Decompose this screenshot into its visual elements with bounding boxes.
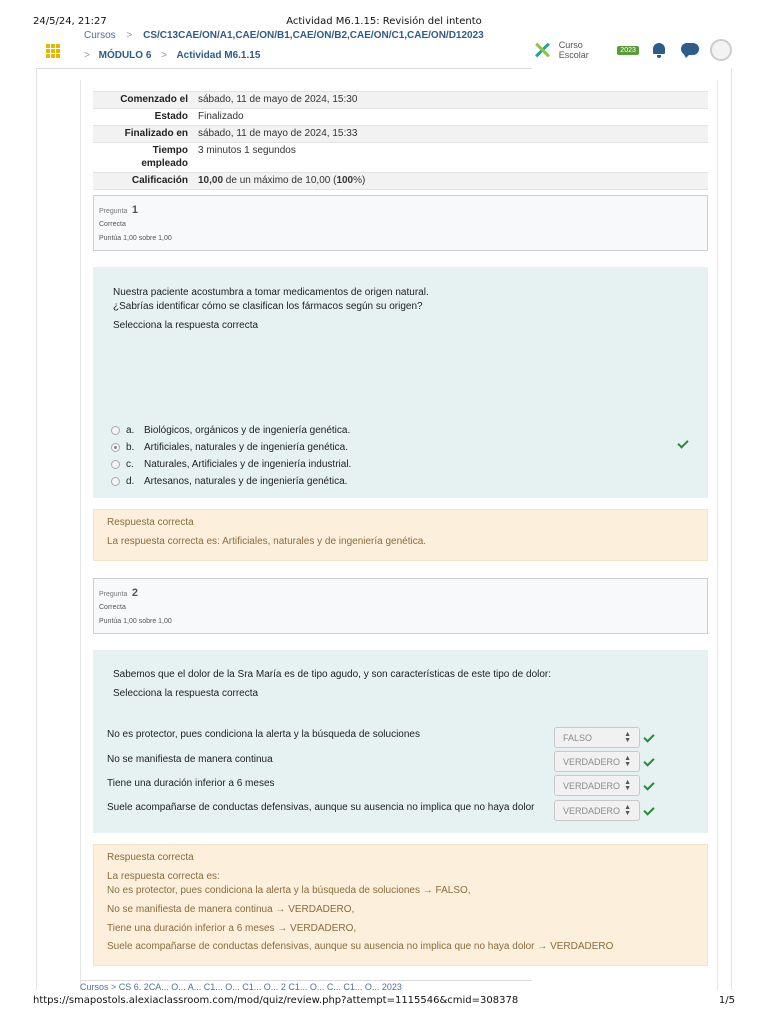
breadcrumb-cursos[interactable]: Cursos (84, 30, 116, 41)
answer-option-b[interactable] (111, 440, 348, 454)
navbar-right (533, 38, 732, 62)
option-letter: a. (126, 424, 135, 436)
apps-grid-icon[interactable] (46, 44, 60, 58)
question-2-formulation (93, 650, 708, 833)
option-letter: b. (126, 441, 135, 453)
summary-row (93, 92, 708, 109)
feedback-intro: La respuesta correcta es: (107, 871, 220, 882)
grade-middle: de un máximo de 10,00 ( (223, 175, 337, 186)
answer-select[interactable] (554, 751, 640, 772)
answer-select[interactable] (554, 800, 640, 821)
grade-value: 10,00 (198, 175, 224, 186)
feedback-line: Tiene una duración inferior a 6 meses → VERDADERO, (107, 923, 357, 934)
feedback-line: No se manifiesta de manera continua → VERDADERO, (107, 904, 355, 915)
question-2-feedback (93, 844, 708, 966)
option-text: Artificiales, naturales y de ingeniería genética. (144, 441, 349, 453)
select-value: VERDADERO (563, 781, 621, 791)
check-icon (677, 437, 688, 448)
radio-button[interactable] (111, 477, 120, 486)
select-arrows-icon: ▲ ▼ (624, 731, 631, 744)
summary-value: Finalizado (193, 109, 708, 126)
radio-button[interactable] (111, 426, 120, 435)
bottom-navbar-divider (80, 980, 532, 981)
print-title: Actividad M6.1.15: Revisión del intento (286, 16, 482, 27)
question-number: 1 (131, 204, 138, 216)
feedback-title: Respuesta correcta (107, 852, 194, 863)
option-text: Naturales, Artificiales y de ingeniería industrial. (144, 458, 352, 470)
select-arrows-icon: ▲ ▼ (624, 779, 631, 792)
radio-button[interactable] (111, 460, 120, 469)
summary-label: Calificación (93, 173, 193, 190)
statement-row: No es protector, pues condiciona la alerta y la búsqueda de soluciones (107, 729, 420, 740)
course-year-label[interactable]: Curso Escolar (558, 40, 589, 60)
question-state: Correcta (99, 604, 126, 611)
summary-row (93, 173, 708, 190)
statement-row: No se manifiesta de manera continua (107, 754, 273, 765)
print-footer (0, 995, 768, 1009)
question-1-info (93, 195, 708, 251)
question-prompt: Selecciona la respuesta correcta (113, 320, 259, 331)
check-icon (643, 779, 654, 790)
bottom-breadcrumb: Cursos > CS 6. 2CA... O... A... C1... O... C1... O... 2 C1... O... C... C1... O... 2023 (80, 982, 402, 992)
question-1-formulation (93, 267, 708, 498)
chevron-right-icon: > (126, 30, 133, 41)
answer-select[interactable] (554, 727, 640, 748)
chevron-right-icon: > (161, 50, 168, 61)
summary-label-line2: empleado (141, 158, 188, 169)
bell-icon[interactable] (651, 41, 667, 59)
brand-logo-icon[interactable] (533, 41, 551, 59)
feedback-line: Suele acompañarse de conductas defensivas, aunque su ausencia no implica que no haya dolor → VERDADERO (107, 941, 614, 952)
print-page-count: 1/5 (718, 995, 735, 1006)
check-icon (643, 804, 654, 815)
option-letter: c. (126, 458, 134, 470)
option-text: Biológicos, orgánicos y de ingeniería genética. (144, 424, 351, 436)
summary-row (93, 143, 708, 173)
print-url: https://smapostols.alexiaclassroom.com/mod/quiz/review.php?attempt=1115546&cmid=308378 (33, 995, 519, 1006)
summary-label: Estado (93, 109, 193, 126)
question-score: Puntúa 1,00 sobre 1,00 (99, 235, 172, 242)
select-value: FALSO (563, 733, 593, 743)
feedback-line: No es protector, pues condiciona la alerta y la búsqueda de soluciones → FALSO, (107, 885, 471, 896)
breadcrumb-row-2 (84, 50, 260, 61)
summary-label: Finalizado en (93, 126, 193, 143)
attempt-summary-table (93, 91, 708, 190)
option-letter: d. (126, 475, 135, 487)
answer-option-d[interactable] (111, 474, 347, 488)
summary-label-line1: Tiempo (152, 145, 188, 156)
chat-icon[interactable] (681, 42, 699, 58)
question-state: Correcta (99, 221, 126, 228)
print-header (0, 16, 768, 30)
question-1-feedback (93, 509, 708, 561)
year-badge: 2023 (617, 46, 639, 55)
breadcrumb (84, 30, 484, 41)
answer-option-a[interactable] (111, 423, 350, 437)
answer-option-c[interactable] (111, 457, 351, 471)
question-label: Pregunta (99, 208, 128, 215)
answer-select[interactable] (554, 775, 640, 796)
question-prompt: Selecciona la respuesta correcta (113, 688, 259, 699)
avatar-icon[interactable] (710, 39, 732, 61)
question-text-line2: ¿Sabrías identificar cómo se clasifican los fármacos según su origen? (113, 301, 423, 312)
question-label: Pregunta (99, 591, 128, 598)
summary-label: Comenzado el (93, 92, 193, 109)
feedback-answer: La respuesta correcta es: Artificiales, naturales y de ingeniería genética. (107, 536, 427, 547)
navbar-divider (36, 68, 532, 69)
grade-percent: 100 (336, 175, 354, 186)
question-text-line1: Nuestra paciente acostumbra a tomar medicamentos de origen natural. (113, 287, 429, 298)
radio-button-selected[interactable] (111, 443, 120, 452)
select-value: VERDADERO (563, 757, 621, 767)
summary-label (93, 143, 193, 173)
option-text: Artesanos, naturales y de ingeniería genética. (144, 475, 348, 487)
select-arrows-icon: ▲ ▼ (624, 804, 631, 817)
statement-row: Tiene una duración inferior a 6 meses (107, 778, 275, 789)
breadcrumb-course[interactable]: CS/C13CAE/ON/A1,CAE/ON/B1,CAE/ON/B2,CAE/ON/C1,CAE/ON/D12023 (143, 30, 484, 41)
feedback-title: Respuesta correcta (107, 517, 194, 528)
question-number: 2 (131, 587, 138, 599)
breadcrumb-module[interactable]: MÓDULO 6 (98, 50, 152, 61)
summary-row (93, 126, 708, 143)
statement-row: Suele acompañarse de conductas defensivas, aunque su ausencia no implica que no haya dolor (107, 802, 535, 813)
check-icon (643, 731, 654, 742)
summary-value: 3 minutos 1 segundos (193, 143, 708, 173)
chevron-right-icon: > (84, 50, 90, 61)
question-text: Sabemos que el dolor de la Sra María es de tipo agudo, y son características de este tipo de dolor: (113, 669, 552, 680)
breadcrumb-activity[interactable]: Actividad M6.1.15 (176, 50, 261, 61)
grade-end: %) (353, 175, 366, 186)
summary-row (93, 109, 708, 126)
print-datetime: 24/5/24, 21:27 (33, 16, 107, 27)
select-arrows-icon: ▲ ▼ (624, 755, 631, 768)
summary-value (193, 173, 708, 190)
top-navbar (36, 30, 732, 68)
check-icon (643, 755, 654, 766)
question-2-info (93, 578, 708, 634)
summary-value: sábado, 11 de mayo de 2024, 15:30 (193, 92, 708, 109)
select-value: VERDADERO (563, 806, 621, 816)
summary-value: sábado, 11 de mayo de 2024, 15:33 (193, 126, 708, 143)
question-score: Puntúa 1,00 sobre 1,00 (99, 618, 172, 625)
